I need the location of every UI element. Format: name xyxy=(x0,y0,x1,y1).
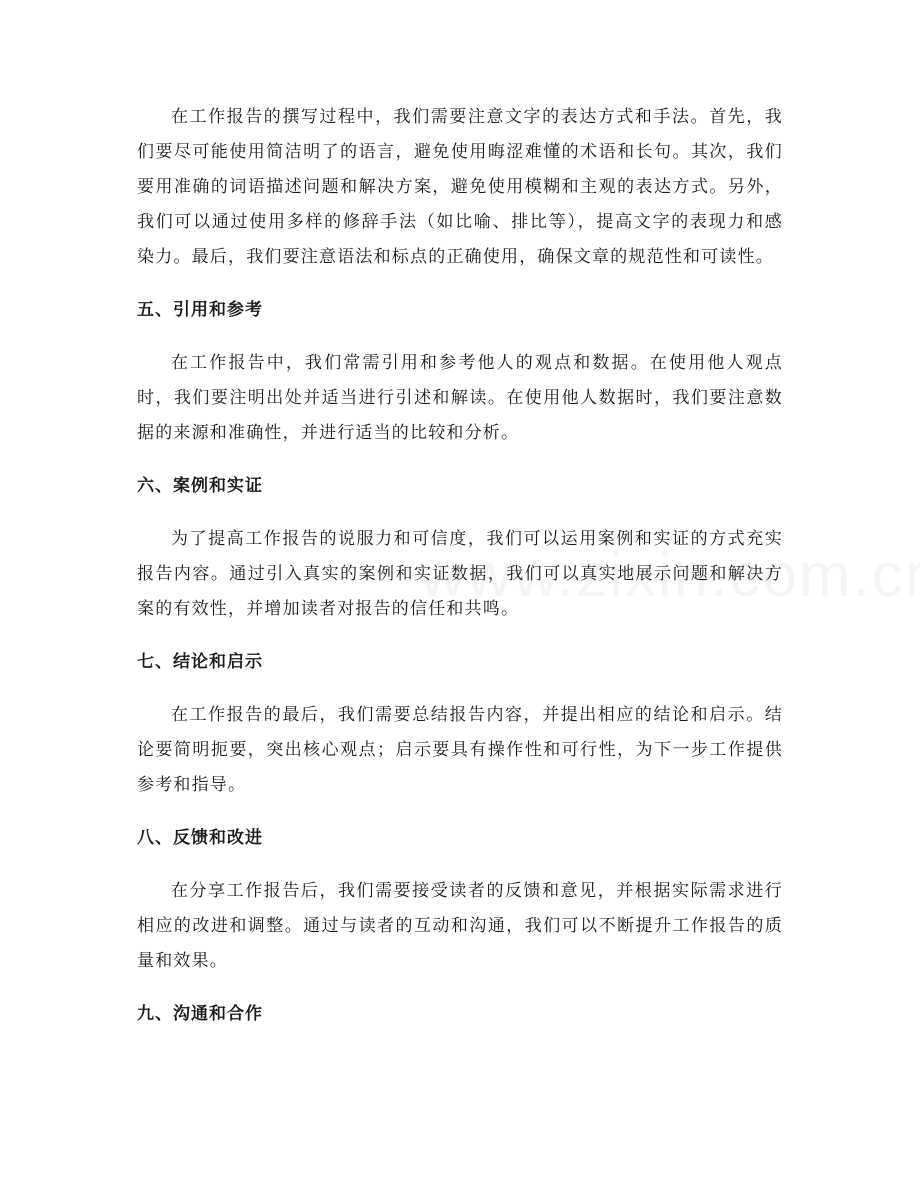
paragraph-cases: 为了提高工作报告的说服力和可信度，我们可以运用案例和实证的方式充实报告内容。通过引入真实的案例和实证数据，我们可以真实地展示问题和解决方案的有效性，并增加读者对报告的信任和共鸣。 xyxy=(137,529,783,619)
paragraph-conclusions: 在工作报告的最后，我们需要总结报告内容，并提出相应的结论和启示。结论要简明扼要，突出核心观点；启示要具有操作性和可行性，为下一步工作提供参考和指导。 xyxy=(137,705,783,795)
paragraph-feedback: 在分享工作报告后，我们需要接受读者的反馈和意见，并根据实际需求进行相应的改进和调整。通过与读者的互动和沟通，我们可以不断提升工作报告的质量和效果。 xyxy=(137,881,783,971)
paragraph-citations: 在工作报告中，我们常需引用和参考他人的观点和数据。在使用他人观点时，我们要注明出处并适当进行引述和解读。在使用他人数据时，我们要注意数据的来源和准确性，并进行适当的比较和分析。 xyxy=(137,353,783,443)
document-page xyxy=(137,100,783,1032)
section-heading-conclusions: 七、结论和启示 xyxy=(137,652,263,672)
section-heading-citations: 五、引用和参考 xyxy=(137,300,263,320)
paragraph-intro: 在工作报告的撰写过程中，我们需要注意文字的表达方式和手法。首先，我们要尽可能使用简洁明了的语言，避免使用晦涩难懂的术语和长句。其次，我们要用准确的词语描述问题和解决方案，避免使用模糊和主观的表达方式。另外，我们可以通过使用多样的修辞手法（如比喻、排比等），提高文字的表现力和感染力。最后，我们要注意语法和标点的正确使用，确保文章的规范性和可读性。 xyxy=(137,107,783,267)
section-heading-feedback: 八、反馈和改进 xyxy=(137,828,263,848)
section-heading-communication: 九、沟通和合作 xyxy=(137,1004,263,1024)
section-heading-cases: 六、案例和实证 xyxy=(137,476,263,496)
